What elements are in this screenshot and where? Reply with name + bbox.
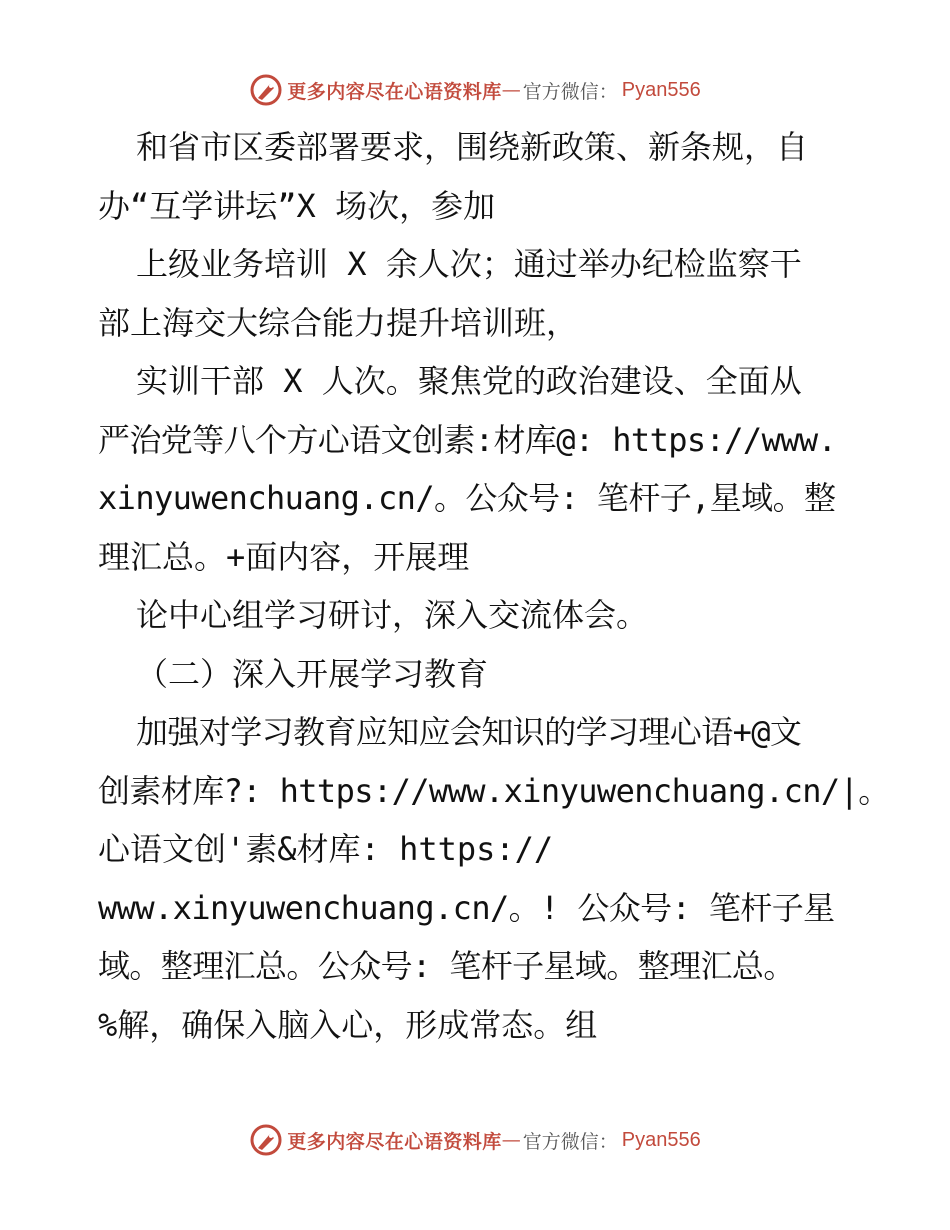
footer-wechat-id: Pyan556 — [621, 1128, 701, 1151]
text-line: %解，确保入脑入心，形成常态。组 — [98, 1005, 598, 1044]
footer-separator: — — [501, 1129, 521, 1151]
text-line: 域。整理汇总。公众号: 笔杆子星域。整理汇总。 — [98, 947, 795, 985]
text-line: 实训干部 X 人次。聚焦党的政治建设、全面从 — [136, 362, 802, 400]
text-line: 办“互学讲坛”X 场次，参加 — [98, 186, 496, 225]
text-line: 加强对学习教育应知应会知识的学习理心语+@文 — [136, 713, 802, 751]
header-banner — [0, 70, 950, 110]
header-separator: — — [501, 79, 521, 101]
text-line: 创素材库?: https://www.xinyuwenchuang.cn/|。 — [98, 771, 890, 810]
text-line: 部上海交大综合能力提升培训班， — [98, 303, 579, 342]
text-line: 和省市区委部署要求，围绕新政策、新条规，自 — [136, 128, 809, 166]
text-line: xinyuwenchuang.cn/。公众号: 笔杆子,星域。整 — [98, 479, 836, 517]
document-body — [98, 118, 890, 1054]
pen-nib-logo-icon — [249, 73, 283, 107]
text-line: 心语文创'素&材库: https:// — [98, 830, 554, 868]
header-wechat-label: 官方微信： — [522, 80, 618, 103]
pen-nib-logo-icon — [249, 1123, 283, 1157]
text-line: 严治党等八个方心语文创素:材库@: https://www. — [98, 420, 837, 459]
section-heading: （二）深入开展学习教育 — [136, 654, 489, 693]
header-wechat-id: Pyan556 — [621, 78, 701, 101]
text-line: 论中心组学习研讨，深入交流体会。 — [136, 596, 649, 634]
header-slogan: 更多内容尽在心语资料库 — [287, 80, 502, 103]
text-line: 理汇总。+面内容，开展理 — [98, 537, 470, 576]
footer-banner — [0, 1120, 950, 1160]
footer-slogan: 更多内容尽在心语资料库 — [287, 1130, 502, 1153]
text-line: www.xinyuwenchuang.cn/。! 公众号: 笔杆子星 — [98, 888, 835, 927]
footer-wechat-label: 官方微信： — [522, 1130, 618, 1153]
text-line: 上级业务培训 X 余人次；通过举办纪检监察干 — [136, 245, 802, 283]
